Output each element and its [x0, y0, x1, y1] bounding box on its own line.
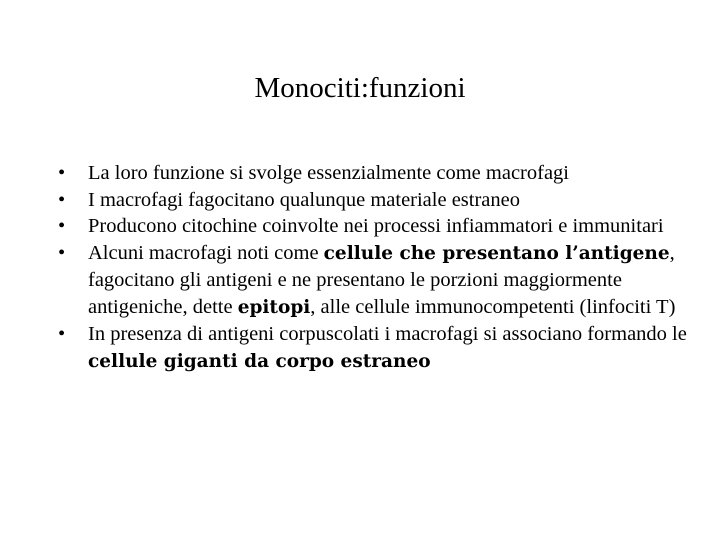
- bullet-text: Producono citochine coinvolte nei processi infiammatori e immunitari: [88, 215, 664, 237]
- bullet-text: , fagocitano gli antigeni e ne presentano le porzioni maggiormente antigeniche, dette: [88, 241, 675, 318]
- bullet-item: [58, 160, 698, 187]
- bullet-text: Alcuni macrofagi noti come: [88, 241, 324, 264]
- bullet-text: La loro funzione si svolge essenzialmente come macrofagi: [88, 162, 569, 184]
- bullet-marker: •: [58, 162, 66, 184]
- bullet-text: I macrofagi fagocitano qualunque materiale estraneo: [88, 188, 521, 211]
- bullet-text: , alle cellule immunocompetenti (linfociti T): [310, 295, 676, 318]
- bullet-item: [58, 187, 698, 214]
- bullet-marker: •: [58, 188, 66, 211]
- bold-term: cellule che presentano l’antigene: [323, 242, 670, 264]
- bullet-text: In presenza di antigeni corpuscolati i macrofagi si associano formando le: [88, 323, 687, 345]
- bullet-marker: •: [58, 241, 66, 264]
- bullet-item: [58, 213, 698, 240]
- bullet-item: [58, 321, 698, 375]
- bold-term: cellule giganti da corpo estraneo: [88, 350, 431, 372]
- bullet-item: [58, 240, 698, 322]
- slide-title: Monociti:funzioni: [254, 72, 466, 104]
- bullet-marker: •: [58, 323, 66, 345]
- bold-term: epitopi: [237, 296, 311, 318]
- bullet-list: [58, 160, 698, 375]
- bullet-marker: •: [58, 215, 66, 237]
